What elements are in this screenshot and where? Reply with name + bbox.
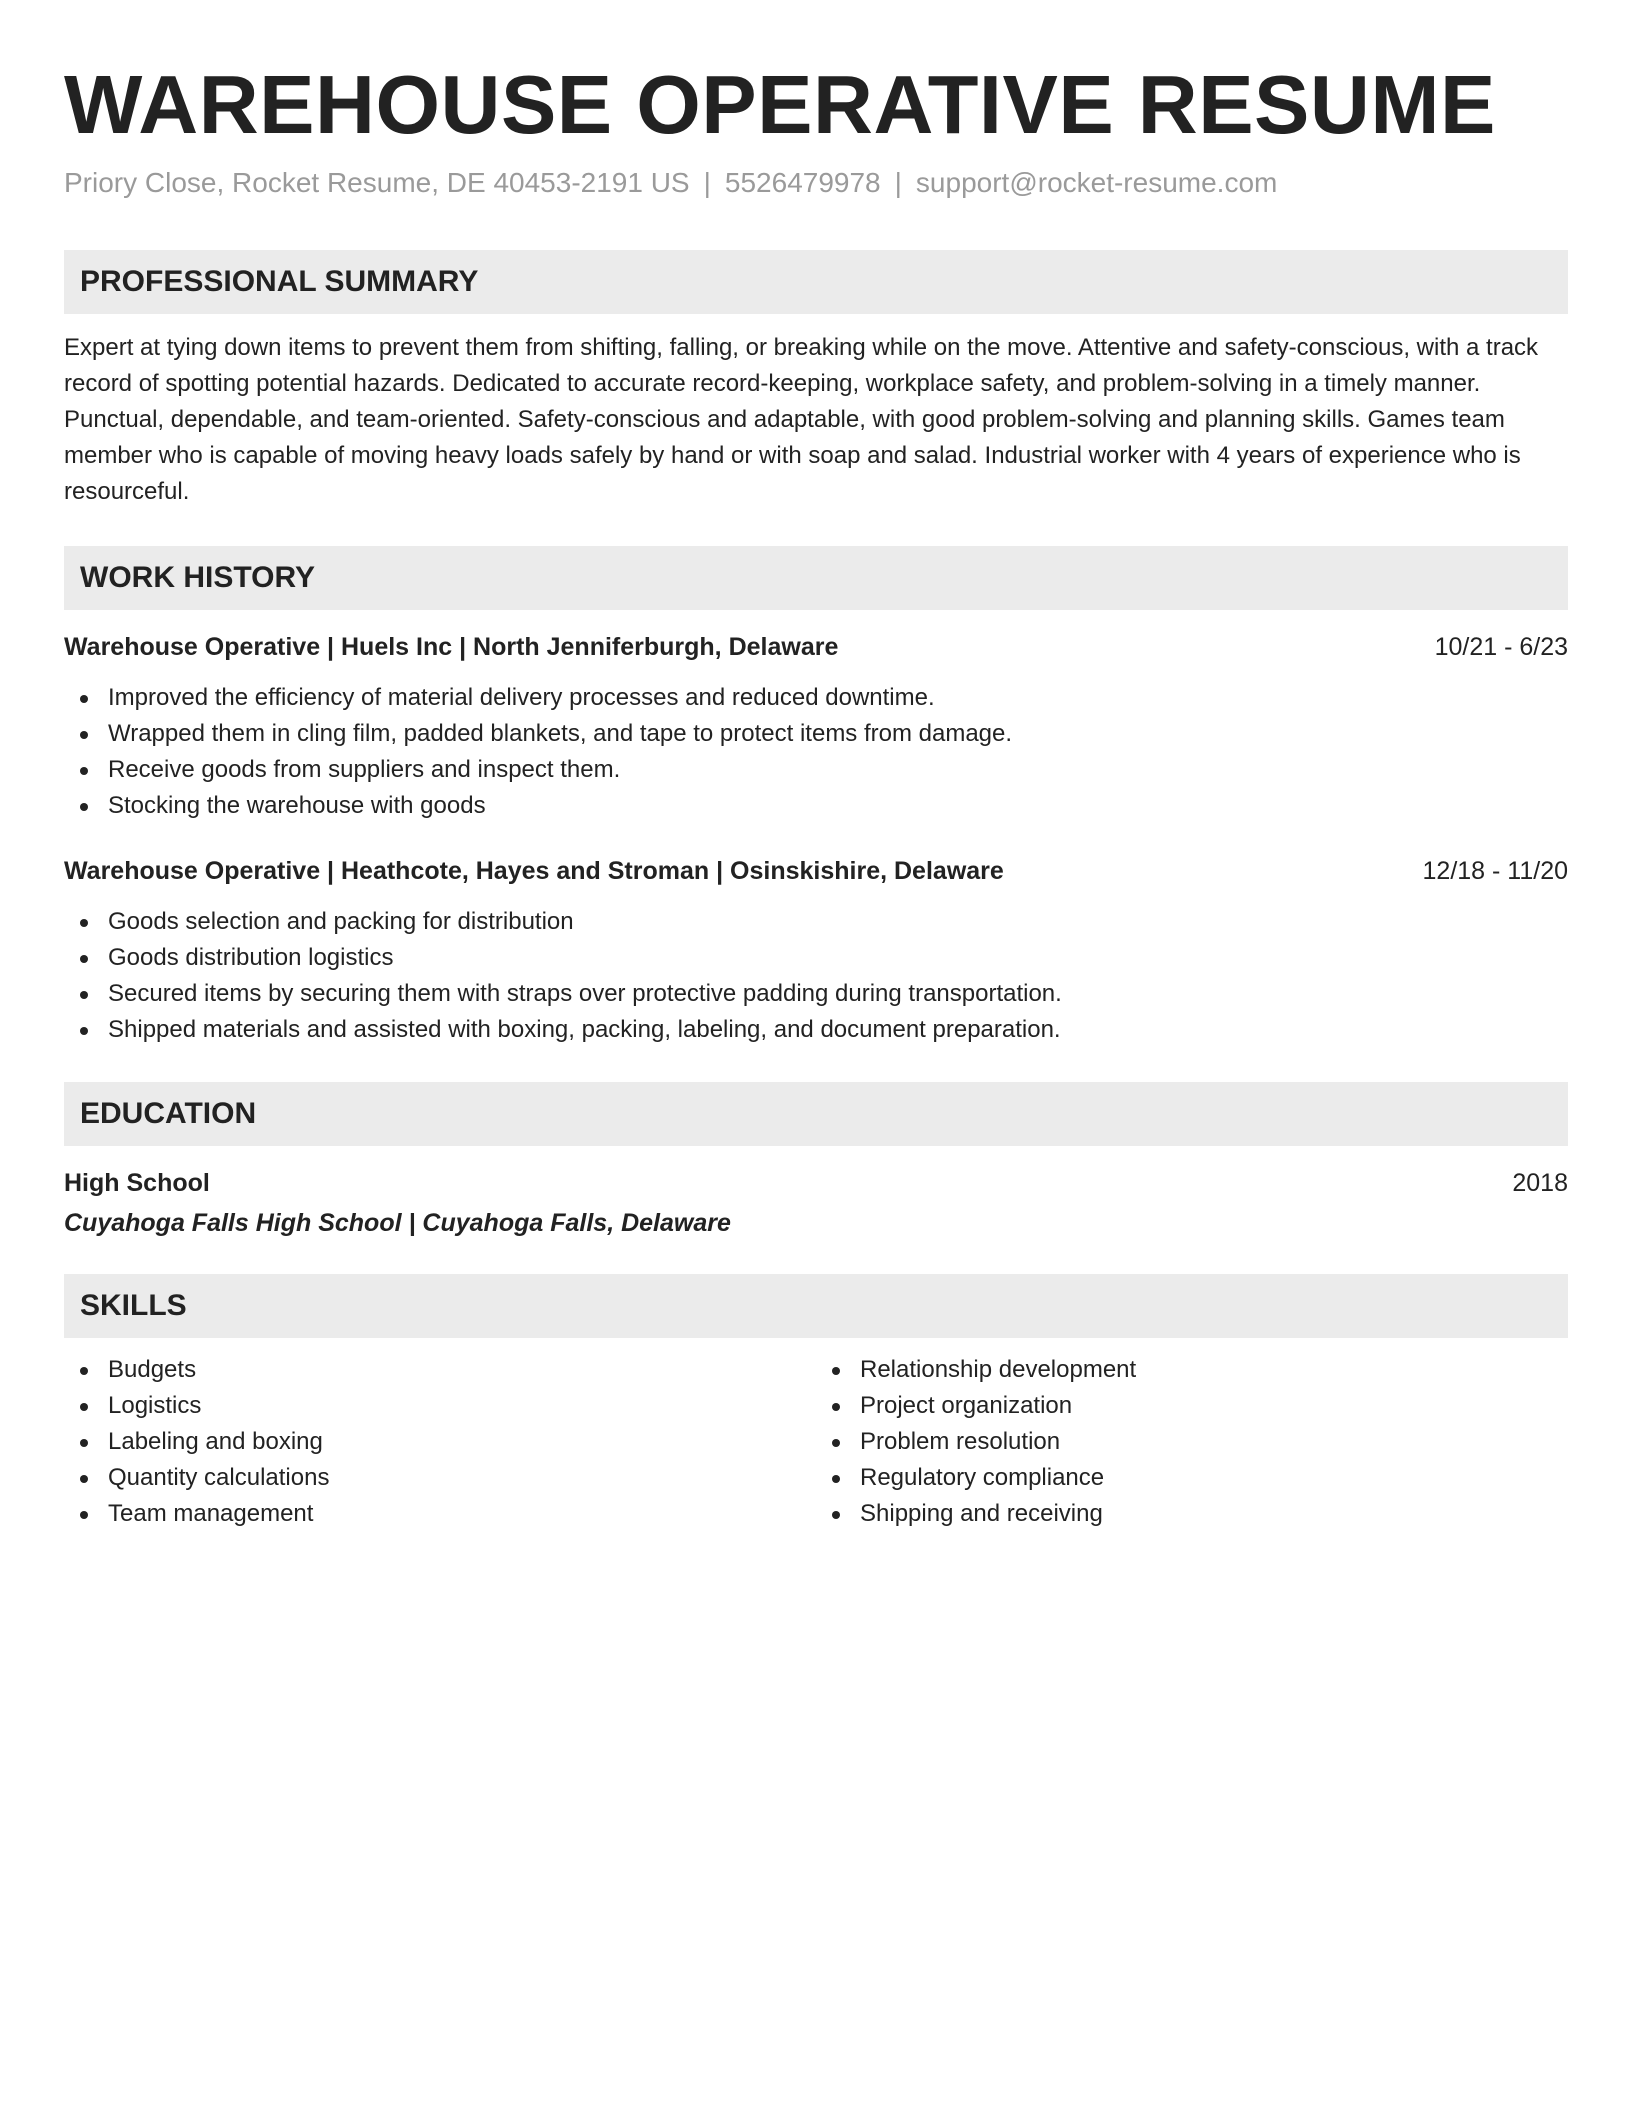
skills-list-left xyxy=(64,1352,816,1532)
skill-item: Logistics xyxy=(64,1388,816,1424)
job-entry xyxy=(64,630,1568,824)
job-bullet: Stocking the warehouse with goods xyxy=(64,788,1568,824)
work-history-section-heading: WORK HISTORY xyxy=(64,546,1568,610)
job-bullet: Improved the efficiency of material delivery processes and reduced downtime. xyxy=(64,680,1568,716)
job-header-row xyxy=(64,630,1568,664)
job-bullet: Goods selection and packing for distribution xyxy=(64,904,1568,940)
skill-item: Project organization xyxy=(816,1388,1568,1424)
resume-title: WAREHOUSE OPERATIVE RESUME xyxy=(64,58,1496,151)
skill-item: Shipping and receiving xyxy=(816,1496,1568,1532)
contact-separator: | xyxy=(703,167,711,198)
job-entry xyxy=(64,854,1568,1048)
job-bullet: Wrapped them in cling film, padded blankets, and tape to protect items from damage. xyxy=(64,716,1568,752)
education-school: Cuyahoga Falls High School | Cuyahoga Falls, Delaware xyxy=(64,1209,731,1237)
skills-list-right xyxy=(816,1352,1568,1532)
job-bullet: Goods distribution logistics xyxy=(64,940,1568,976)
education-entry xyxy=(64,1166,1568,1240)
education-header-row xyxy=(64,1166,1568,1200)
contact-phone: 5526479978 xyxy=(724,167,881,198)
skills-section-heading: SKILLS xyxy=(64,1274,1568,1338)
summary-section-heading: PROFESSIONAL SUMMARY xyxy=(64,250,1568,314)
education-year: 2018 xyxy=(1512,1169,1568,1197)
skill-item: Budgets xyxy=(64,1352,816,1388)
contact-address: Priory Close, Rocket Resume, DE 40453-2191 US xyxy=(64,167,690,198)
contact-email: support@rocket-resume.com xyxy=(915,167,1278,198)
education-degree: High School xyxy=(64,1169,210,1197)
skill-item: Team management xyxy=(64,1496,816,1532)
job-bullet-list xyxy=(64,904,1568,1048)
education-section-heading: EDUCATION xyxy=(64,1082,1568,1146)
contact-line xyxy=(64,166,1568,200)
skill-item: Quantity calculations xyxy=(64,1460,816,1496)
job-dates: 12/18 - 11/20 xyxy=(1422,857,1568,885)
job-title-line: Warehouse Operative | Heathcote, Hayes and Stroman | Osinskishire, Delaware xyxy=(64,857,1004,885)
skill-item: Problem resolution xyxy=(816,1424,1568,1460)
job-bullet: Receive goods from suppliers and inspect them. xyxy=(64,752,1568,788)
job-bullet: Secured items by securing them with straps over protective padding during transportation. xyxy=(64,976,1568,1012)
skill-item: Labeling and boxing xyxy=(64,1424,816,1460)
skill-item: Regulatory compliance xyxy=(816,1460,1568,1496)
job-title-line: Warehouse Operative | Huels Inc | North Jenniferburgh, Delaware xyxy=(64,633,839,661)
job-bullet: Shipped materials and assisted with boxing, packing, labeling, and document preparation. xyxy=(64,1012,1568,1048)
contact-separator: | xyxy=(894,167,902,198)
job-bullet-list xyxy=(64,680,1568,824)
skill-item: Relationship development xyxy=(816,1352,1568,1388)
summary-text: Expert at tying down items to prevent them from shifting, falling, or breaking while on the move. Attentive and safety-conscious, with a track record of spotting potential hazards. Dedicated to accurate record-keeping, workplace safety, and problem-solving in a timely manner. Punctual, dependable, and team-oriented. Safety-conscious and adaptable, with good problem-solving and planning skills. Games team member who is capable of moving heavy loads safely by hand or with soap and salad. Industrial worker with 4 years of experience who is resourceful. xyxy=(64,334,1539,505)
job-dates: 10/21 - 6/23 xyxy=(1434,633,1568,661)
job-header-row xyxy=(64,854,1568,888)
skills-columns xyxy=(64,1352,1568,1532)
